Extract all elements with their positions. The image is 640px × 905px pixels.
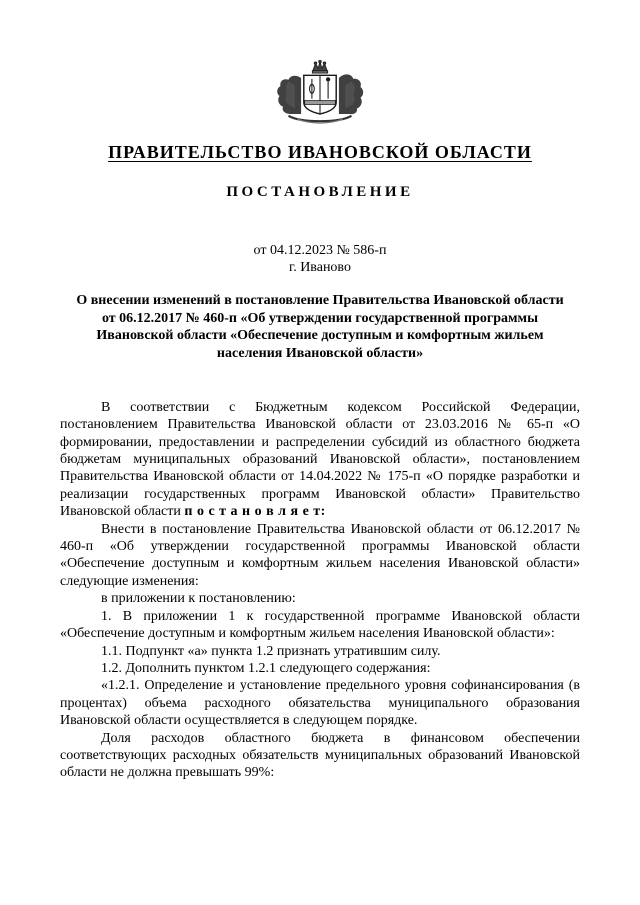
coat-of-arms-graphic: [270, 60, 370, 132]
date-number-line: от 04.12.2023 № 586-п: [253, 243, 387, 258]
document-body: [60, 399, 580, 782]
paragraph-preamble: [60, 399, 580, 521]
paragraph-share-limit: Доля расходов областного бюджета в финансовом обеспечении соответствующих расходных обязательств муниципальных образований Ивановской области не должна превышать 99%:: [60, 730, 580, 781]
document-type: ПОСТАНОВЛЕНИЕ: [226, 184, 414, 200]
preamble-text: В соответствии с Бюджетным кодексом Российской Федерации, постановлением Правительства Ивановской области от 23.03.2016 № 65-п «О формировании, предоставлении и распределении субсидий из областного бюджета бюджетам муниципальных образований Ивановской области», постановлением Правительства Ивановской области от 14.04.2022 № 175-п «О порядке разработки и реализации государственных программ Ивановской области» Правительство Ивановской области: [60, 399, 580, 520]
paragraph-amendment-intro: Внести в постановление Правительства Ивановской области от 06.12.2017 № 460-п «Об утверждении государственной программы Ивановской области «Обеспечение доступным и комфортным жильем населения Ивановской области» следующие изменения:: [60, 521, 580, 589]
paragraph-item-1: 1. В приложении 1 к государственной программе Ивановской области «Обеспечение доступным и комфортным жильем населения Ивановской области»:: [60, 608, 580, 642]
coat-of-arms-icon: [60, 60, 580, 132]
paragraph-item-1-2: 1.2. Дополнить пунктом 1.2.1 следующего содержания:: [101, 660, 431, 676]
resolves-keyword: п о с т а н о в л я е т:: [184, 504, 326, 520]
document-title: О внесении изменений в постановление Правительства Ивановской области от 06.12.2017 № 460-п «Об утверждении государственной программы Ивановской области «Обеспечение доступным и комфортным жильем населения Ивановской области»: [76, 293, 564, 362]
paragraph-annex-ref: в приложении к постановлению:: [101, 591, 296, 607]
city-line: г. Иваново: [289, 260, 351, 275]
org-name: ПРАВИТЕЛЬСТВО ИВАНОВСКОЙ ОБЛАСТИ: [108, 142, 532, 162]
paragraph-item-1-1: 1.1. Подпункт «а» пункта 1.2 признать утратившим силу.: [101, 643, 441, 659]
paragraph-item-1-2-1: «1.2.1. Определение и установление предельного уровня софинансирования (в процентах) объема расходного обязательства муниципального образования Ивановской области осуществляется в следующем порядке.: [60, 678, 580, 729]
document-page: [60, 0, 580, 782]
